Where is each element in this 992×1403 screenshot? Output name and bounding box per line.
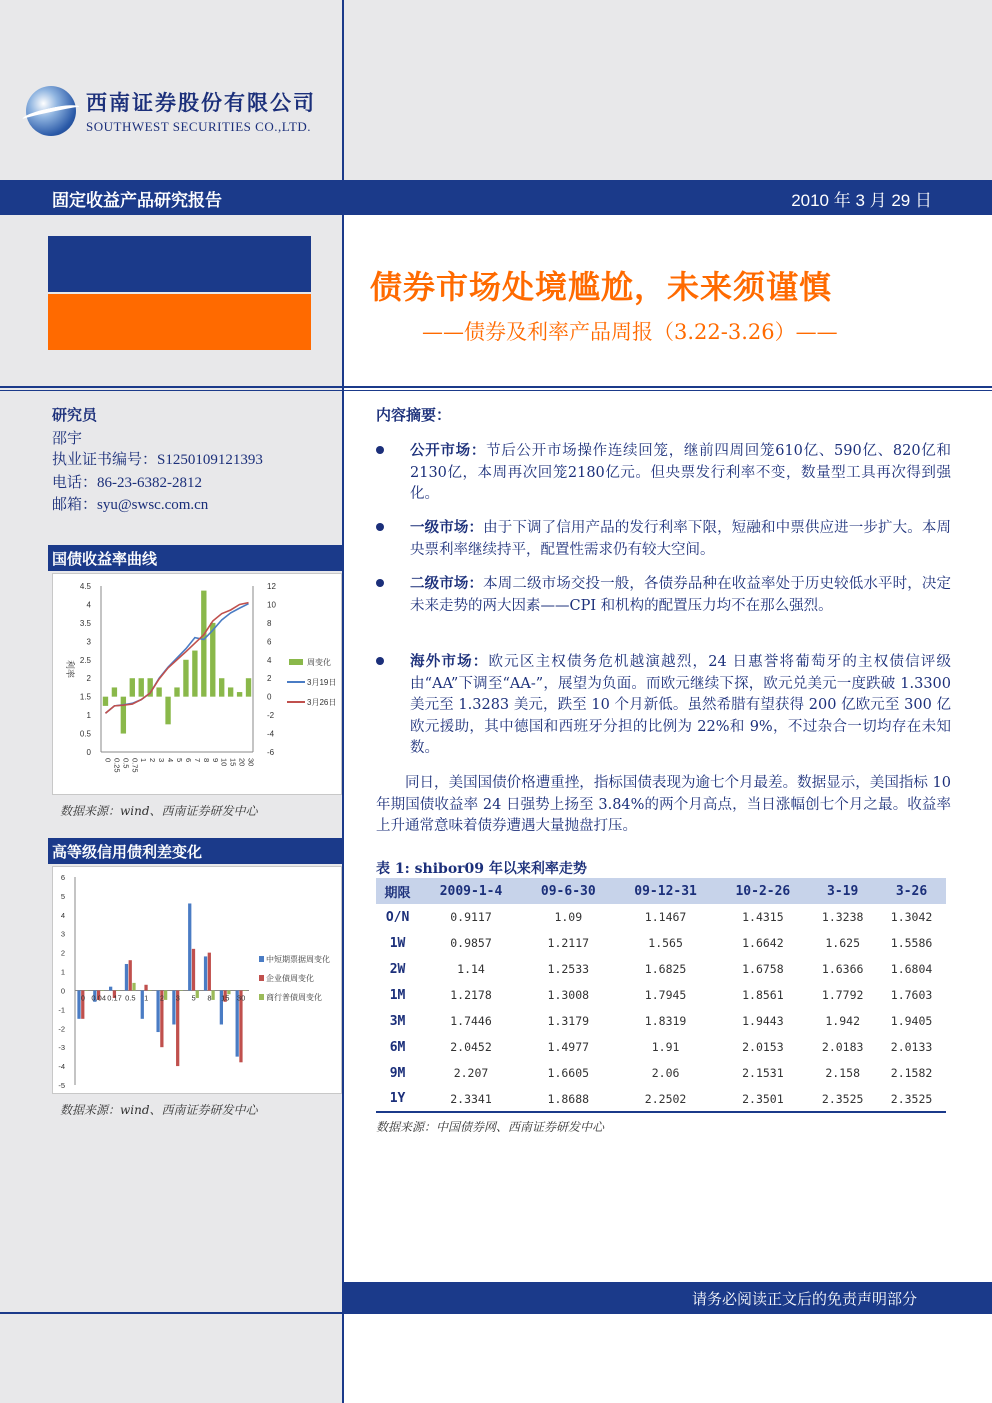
table-header-cell: 09-12-31 — [614, 878, 718, 904]
legend-label: 商行普债周变化 — [266, 993, 322, 1002]
x-tick-label: 0 — [80, 993, 85, 1003]
summary-item — [376, 573, 951, 617]
summary-item-key: 公开市场： — [410, 442, 487, 459]
legend-swatch — [259, 994, 264, 1000]
summary-item-text: 欧元区主权债务危机越演越烈，24 日惠誉将葡萄牙的主权债信评级由“AA”下调至“AA-”，展望为负面。而欧元继续下探，欧元兑美元一度跌破 1.3300 美元至 1.3283 美元，跌至 10 个月新低。虽然希腊有望获得 200 亿欧元至 300 亿欧元援助，其中德国和西班牙分担的比例为 22%和 9%，不过杂合一切均存在未知数。 — [410, 654, 952, 756]
table-cell: 1.3042 — [890, 910, 933, 924]
table-row-header: 6M — [389, 1039, 406, 1055]
researcher-email[interactable]: 邮箱：syu@swsc.com.cn — [52, 497, 209, 513]
table-cell: 1.7792 — [821, 988, 864, 1002]
curve-chart-title: 国债收益率曲线 — [48, 545, 344, 571]
yield-curve-chart — [52, 573, 342, 795]
table-cell: 2.207 — [453, 1066, 489, 1080]
table-row — [376, 982, 946, 1008]
y-tick-label: 0 — [60, 986, 65, 996]
table-header-cell: 期限 — [376, 878, 419, 904]
y-tick-label: -1 — [58, 1005, 65, 1015]
table-cell: 1.09 — [554, 910, 583, 924]
bar-spread-change — [117, 990, 120, 991]
y-right-tick-label: 8 — [267, 618, 272, 628]
bar-spread-change — [211, 990, 214, 999]
x-tick-label: 6 — [183, 758, 193, 763]
table-cell: 1.6642 — [742, 936, 784, 950]
table-cell: 1.2178 — [450, 988, 492, 1002]
x-tick-label: 3 — [175, 993, 180, 1003]
y-left-tick-label: 3 — [86, 637, 91, 647]
bar-spread-change — [164, 990, 167, 999]
table-header-cell: 09-6-30 — [523, 878, 614, 904]
table-cell: 1.6825 — [644, 962, 687, 976]
bar-weekly-change — [156, 687, 161, 696]
bar-weekly-change — [139, 678, 144, 696]
y-tick-label: -3 — [58, 1043, 65, 1053]
y-tick-label: -2 — [58, 1024, 65, 1034]
x-tick-label: 0.5 — [125, 993, 136, 1003]
x-tick-label: 10 — [219, 758, 229, 767]
table-cell: 2.3341 — [419, 1086, 523, 1112]
y-right-tick-label: 10 — [267, 600, 276, 610]
bar-weekly-change — [237, 692, 242, 697]
table-cell: 2.0452 — [450, 1040, 492, 1054]
x-tick-label: 3 — [157, 758, 167, 763]
table-row — [376, 904, 946, 930]
bar-spread-change — [188, 903, 191, 990]
y-tick-label: 1 — [60, 967, 65, 977]
section-divider — [0, 386, 992, 388]
table-cell: 1.7446 — [450, 1014, 492, 1028]
table-row-header: 1W — [389, 935, 406, 951]
table-row-header: 3M — [389, 1013, 406, 1029]
bar-weekly-change — [103, 697, 108, 706]
table-cell: 2.3525 — [808, 1086, 877, 1112]
bar-spread-change — [85, 990, 88, 991]
summary-item-key: 一级市场： — [410, 519, 484, 536]
x-tick-label: 2 — [159, 993, 165, 1003]
y-left-tick-label: 4.5 — [79, 582, 91, 591]
bar-spread-change — [101, 990, 104, 991]
legend-swatch — [259, 956, 264, 962]
x-tick-label: 5 — [175, 758, 184, 763]
table-header-cell: 3-19 — [808, 878, 877, 904]
bullet-icon — [376, 579, 384, 587]
table-cell: 1.6804 — [890, 962, 933, 976]
bar-spread-change — [144, 985, 147, 991]
table-cell: 2.3501 — [717, 1086, 808, 1112]
x-tick-label: 15 — [228, 758, 238, 767]
y-tick-label: -5 — [58, 1081, 65, 1090]
spread-chart-title: 高等级信用债利差变化 — [48, 838, 344, 864]
y-left-tick-label: 2 — [86, 674, 91, 684]
table-title: 表 1: shibor09 年以来利率走势 — [376, 861, 587, 877]
table-row-header: 1Y — [376, 1086, 419, 1112]
bar-weekly-change — [201, 591, 206, 697]
bar-spread-change — [180, 990, 183, 991]
bar-spread-change — [243, 990, 246, 991]
x-tick-label: 8 — [201, 758, 211, 763]
table-cell: 1.2533 — [547, 962, 590, 976]
spread-chart-source: 数据来源：wind、西南证券研发中心 — [60, 1103, 258, 1117]
bar-weekly-change — [165, 697, 170, 725]
table-source: 数据来源：中国债券网、西南证券研发中心 — [376, 1120, 605, 1134]
x-tick-label: 0.04 — [91, 993, 107, 1003]
legend-label: 3月26日 — [307, 698, 337, 707]
table-header-cell: 2009-1-4 — [419, 878, 523, 904]
credit-spread-svg — [53, 867, 343, 1095]
table-cell: 1.7945 — [644, 988, 687, 1002]
researcher-label: 研究员 — [52, 406, 98, 424]
y-tick-label: 6 — [60, 873, 65, 882]
x-tick-label: 0.17 — [107, 993, 122, 1003]
table-cell: 1.6605 — [547, 1066, 590, 1080]
bar-weekly-change — [228, 687, 233, 696]
table-row-header: 2W — [389, 961, 406, 977]
table-cell: 1.3179 — [547, 1014, 590, 1028]
page-title: 债券市场处境尴尬，未来须谨慎 — [370, 268, 833, 306]
summary-item-text: 节后公开市场操作连续回笼，继前四周回笼610亿、590亿、820亿和2130亿，本周再次回笼2180亿元。但央票发行利率不变，数量型工具再次得到强化。 — [410, 443, 951, 502]
legend-label: 中短期票据周变化 — [266, 955, 330, 964]
summary-item — [376, 651, 951, 760]
shibor-table — [376, 878, 946, 1113]
table-cell: 1.5586 — [890, 936, 933, 950]
y-left-tick-label: 3.5 — [79, 618, 91, 628]
table-cell: 2.0183 — [821, 1040, 864, 1054]
researcher-phone: 电话：86-23-6382-2812 — [52, 474, 202, 491]
x-tick-label: 0.5 — [121, 758, 131, 769]
y-tick-label: 5 — [60, 891, 65, 901]
bullet-icon — [376, 657, 384, 665]
x-tick-label: 30 — [236, 993, 246, 1003]
bar-spread-change — [204, 956, 207, 990]
curve-chart-source: 数据来源：wind、西南证券研发中心 — [60, 804, 258, 818]
x-tick-label: 1 — [144, 993, 149, 1003]
legend-label: 周变化 — [307, 658, 331, 667]
bar-weekly-change — [112, 687, 117, 696]
table-row — [376, 1034, 946, 1060]
table-cell: 2.2502 — [614, 1086, 718, 1112]
bar-spread-change — [192, 949, 195, 991]
table-cell: 2.158 — [825, 1066, 860, 1080]
report-type: 固定收益产品研究报告 — [52, 191, 222, 211]
y-left-tick-label: 0 — [86, 748, 91, 757]
y-right-tick-label: 4 — [267, 655, 272, 665]
page-subtitle: ——债券及利率产品周报（3.22-3.26）—— — [422, 320, 838, 344]
bullet-icon — [376, 446, 384, 454]
y-right-tick-label: 2 — [267, 674, 272, 684]
y-right-tick-label: 6 — [267, 637, 272, 647]
y-tick-label: -4 — [58, 1062, 65, 1072]
decorative-blue-block — [48, 236, 311, 292]
y-left-tick-label: 2.5 — [79, 655, 91, 665]
table-cell: 0.9117 — [450, 910, 492, 924]
table-row-header: O/N — [385, 909, 410, 925]
table-row-header: 1M — [389, 987, 406, 1003]
bar-weekly-change — [130, 678, 135, 696]
table-cell: 2.0133 — [890, 1040, 933, 1054]
bar-weekly-change — [183, 660, 188, 697]
disclaimer-notice[interactable]: 请务必阅读正文后的免责声明部分 — [692, 1290, 918, 1308]
bar-weekly-change — [174, 687, 179, 696]
y-tick-label: 4 — [60, 910, 65, 920]
report-date: 2010 年 3 月 29 日 — [791, 191, 932, 210]
report-header-bar — [0, 180, 992, 215]
y-left-tick-label: 0.5 — [79, 729, 91, 739]
x-tick-label: 5 — [191, 993, 196, 1003]
table-cell: 2.1582 — [890, 1066, 933, 1080]
bar-weekly-change — [210, 623, 215, 697]
researcher-cert: 执业证书编号：S1250109121393 — [52, 452, 263, 468]
researcher-name: 邵宇 — [52, 428, 83, 447]
summary-item-key: 海外市场： — [410, 653, 489, 670]
company-name-cn: 西南证券股份有限公司 — [86, 90, 316, 115]
x-tick-label: 0.25 — [112, 758, 122, 773]
globe-logo-icon — [26, 86, 76, 136]
table-cell: 1.3238 — [821, 910, 864, 924]
decorative-orange-block — [48, 294, 311, 350]
y-right-tick-label: 12 — [267, 582, 276, 591]
summary-heading: 内容摘要： — [376, 406, 452, 424]
table-cell: 1.1467 — [644, 910, 687, 924]
legend-label: 3月19日 — [307, 678, 337, 687]
table-row — [376, 1060, 946, 1086]
x-tick-label: 8 — [207, 993, 212, 1003]
bar-weekly-change — [246, 678, 251, 696]
bar-weekly-change — [192, 651, 197, 697]
credit-spread-chart — [52, 866, 342, 1094]
table-cell: 2.06 — [651, 1066, 680, 1080]
x-tick-label: 15 — [221, 993, 230, 1003]
table-cell: 2.1531 — [742, 1066, 784, 1080]
y-tick-label: 3 — [60, 929, 65, 939]
table-cell: 1.7603 — [890, 988, 933, 1002]
table-row — [376, 956, 946, 982]
x-tick-label: 7 — [192, 758, 202, 763]
summary-item-key: 二级市场： — [410, 575, 484, 592]
table-cell: 1.565 — [648, 936, 683, 950]
table-cell: 1.8688 — [523, 1086, 614, 1112]
table-cell: 2.3525 — [877, 1086, 946, 1112]
table-cell: 1.9443 — [742, 1014, 784, 1028]
company-logo — [26, 86, 316, 136]
bar-spread-change — [109, 987, 112, 991]
summary-item — [376, 517, 951, 561]
x-tick-label: 9 — [210, 758, 220, 763]
x-tick-label: 4 — [166, 758, 176, 763]
y-right-tick-label: -6 — [267, 748, 275, 757]
legend-label: 企业债周变化 — [266, 974, 314, 983]
table-cell: 1.8561 — [742, 988, 784, 1002]
table-cell: 0.9857 — [450, 936, 492, 950]
line-series-1 — [105, 604, 248, 714]
section-divider-thin — [0, 390, 992, 391]
summary-item-text: 由于下调了信用产品的发行利率下限，短融和中票供应进一步扩大。本周央票利率继续持平，配置性需求仍有较大空间。 — [410, 520, 951, 558]
bar-spread-change — [125, 964, 128, 990]
bar-weekly-change — [219, 678, 224, 696]
table-cell: 1.14 — [457, 962, 485, 976]
y-axis-title: 利率 — [65, 659, 75, 679]
y-left-tick-label: 1 — [86, 711, 91, 721]
table-cell: 2.0153 — [742, 1040, 784, 1054]
table-cell: 1.942 — [825, 1014, 860, 1028]
table-cell: 1.6366 — [821, 962, 864, 976]
legend-swatch — [289, 659, 303, 665]
x-tick-label: 20 — [237, 758, 247, 767]
table-cell: 1.3008 — [547, 988, 590, 1002]
table-header-cell: 10-2-26 — [717, 878, 808, 904]
y-left-tick-label: 4 — [86, 600, 91, 610]
table-cell: 1.4977 — [547, 1040, 590, 1054]
y-tick-label: 2 — [60, 948, 65, 958]
header-background — [342, 0, 992, 180]
bullet-icon — [376, 523, 384, 531]
table-cell: 1.6758 — [742, 962, 784, 976]
table-header-row — [376, 878, 946, 904]
company-name-en: SOUTHWEST SECURITIES CO.,LTD. — [86, 119, 312, 134]
table-cell: 1.4315 — [742, 910, 784, 924]
table-row-header: 9M — [389, 1065, 406, 1081]
table-cell: 1.9405 — [890, 1014, 933, 1028]
summary-paragraph: 同日，美国国债价格遭重挫，指标国债表现为逾七个月最差。数据显示，美国指标 10 年期国债收益率 24 日强势上扬至 3.84%的两个月高点，当日涨幅创七个月之最。收益率上升通常意味着债券遭遇大量抛盘打压。 — [376, 775, 951, 834]
table-header-cell: 3-26 — [877, 878, 946, 904]
x-tick-label: 2 — [148, 758, 158, 763]
table-row — [376, 930, 946, 956]
legend-swatch — [259, 975, 264, 981]
table-row — [376, 1008, 946, 1034]
bar-spread-change — [132, 983, 135, 991]
y-right-tick-label: -4 — [267, 729, 275, 739]
table-cell: 1.2117 — [547, 936, 590, 950]
table-cell: 1.8319 — [644, 1014, 687, 1028]
x-tick-label: 30 — [246, 758, 256, 767]
footer-line — [0, 1312, 992, 1314]
yield-curve-svg — [53, 574, 343, 796]
y-right-tick-label: -2 — [267, 711, 275, 721]
bar-spread-change — [148, 990, 151, 991]
researcher-info — [52, 404, 263, 517]
table-cell: 1.91 — [651, 1040, 680, 1054]
table-cell: 1.625 — [825, 936, 860, 950]
y-left-tick-label: 1.5 — [79, 692, 91, 702]
x-tick-label: 0.75 — [130, 758, 140, 773]
y-right-tick-label: 0 — [267, 692, 272, 702]
x-tick-label: 1 — [139, 758, 149, 763]
bar-spread-change — [129, 960, 132, 990]
table-row — [376, 1086, 946, 1112]
bar-spread-change — [196, 990, 199, 998]
summary-item-text: 本周二级市场交投一般，各债券品种在收益率处于历史较低水平时，决定未来走势的两大因素——CPI 和机构的配置压力均不在那么强烈。 — [410, 576, 951, 614]
x-tick-label: 0 — [103, 758, 113, 763]
bar-weekly-change — [121, 697, 126, 734]
summary-item — [376, 440, 951, 506]
bar-spread-change — [208, 953, 211, 991]
